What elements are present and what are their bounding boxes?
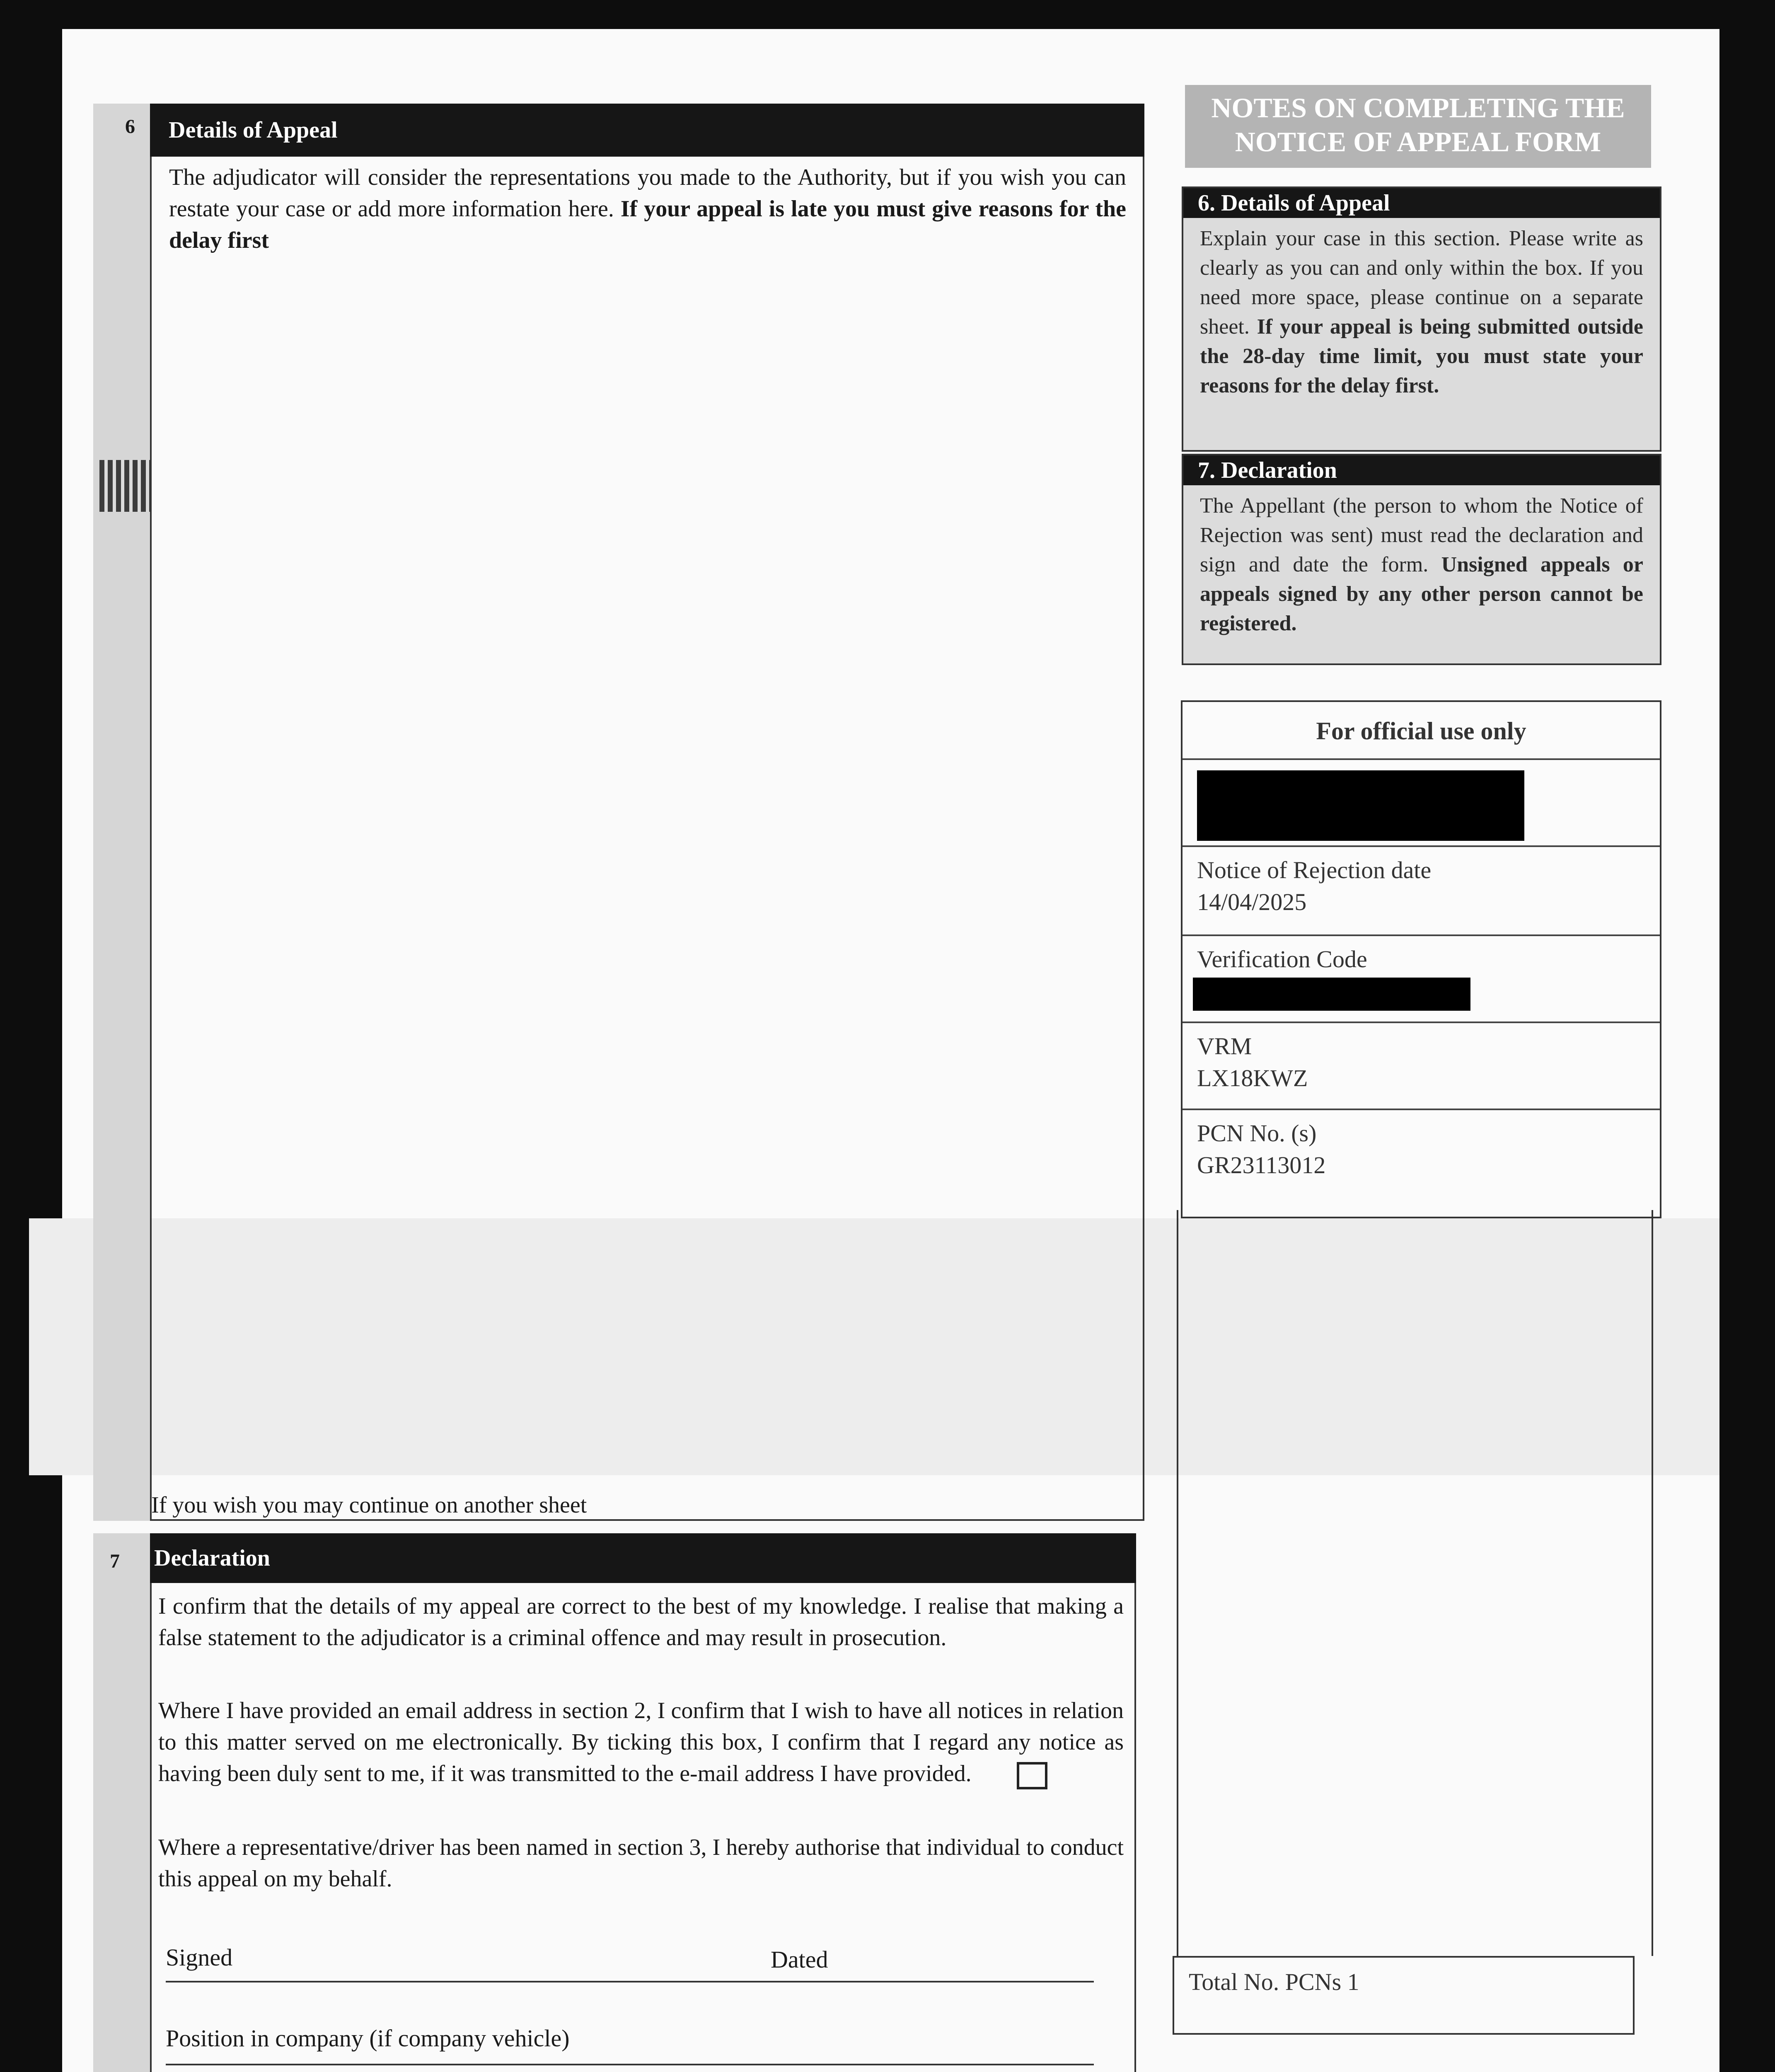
notes-title: NOTES ON COMPLETING THE NOTICE OF APPEAL FORM <box>1185 85 1651 168</box>
signed-label: Signed <box>166 1944 233 1971</box>
redacted-reference <box>1197 770 1524 841</box>
vrm-row <box>1183 1023 1660 1110</box>
verification-label: Verification Code <box>1197 946 1367 973</box>
note6-body: Explain your case in this section. Please write as clearly as you can and only within the box. If you need more space, please continue on a separate sheet. <box>1200 227 1643 339</box>
signature-line[interactable] <box>166 1981 1094 1982</box>
section6-side-stripe <box>93 104 151 1521</box>
declaration-para3: Where a representative/driver has been named in section 3, I hereby authorise that individual to conduct this appeal on my behalf. <box>158 1835 1124 1892</box>
rejection-date-row <box>1183 847 1660 936</box>
position-label: Position in company (if company vehicle) <box>166 2025 570 2052</box>
redacted-verification-code <box>1193 978 1470 1011</box>
appeal-details-textarea[interactable] <box>157 249 1135 1492</box>
section6-title: Details of Appeal <box>150 104 1144 157</box>
official-use-box <box>1181 700 1661 1218</box>
dated-label: Dated <box>771 1946 828 1973</box>
note7-title: 7. Declaration <box>1183 455 1660 485</box>
total-pcns: Total No. PCNs 1 <box>1189 1968 1359 1995</box>
section6-intro <box>169 162 1126 256</box>
email-consent-checkbox[interactable] <box>1017 1762 1047 1789</box>
official-ref-row <box>1183 760 1660 847</box>
section7-title: Declaration <box>150 1533 1136 1583</box>
section6-number: 6 <box>125 116 135 138</box>
official-title: For official use only <box>1316 717 1526 745</box>
note6-text <box>1183 218 1660 400</box>
pcn-list-box <box>1177 1210 1653 1956</box>
declaration-para1: I confirm that the details of my appeal are correct to the best of my knowledge. I realise that making a false statement to the adjudicator is a criminal offence and may result in prosecution. <box>158 1593 1124 1651</box>
note7-box <box>1182 454 1661 665</box>
note6-title: 6. Details of Appeal <box>1183 188 1660 218</box>
note6-box <box>1182 186 1661 452</box>
vrm-label: VRM <box>1197 1033 1252 1060</box>
official-title-row <box>1183 702 1660 760</box>
continue-note: If you wish you may continue on another sheet <box>151 1492 587 1518</box>
declaration-para2 <box>158 1695 1124 1789</box>
rejection-date-label: Notice of Rejection date <box>1197 857 1432 884</box>
side-serial-code <box>27 1999 43 2072</box>
vrm-value: LX18KWZ <box>1197 1065 1308 1092</box>
note7-text <box>1183 485 1660 638</box>
rejection-date-value: 14/04/2025 <box>1197 888 1307 915</box>
verification-row <box>1183 936 1660 1023</box>
section6-intro-bold: If your appeal is late you must give reasons for the delay first <box>169 196 1127 253</box>
section7-number: 7 <box>110 1550 120 1572</box>
pcn-label: PCN No. (s) <box>1197 1120 1317 1147</box>
pcn-row <box>1183 1110 1660 1179</box>
barcode-icon <box>99 460 151 512</box>
total-pcns-box <box>1173 1956 1635 2035</box>
declaration-para2-text: Where I have provided an email address in section 2, I confirm that I wish to have all notices in relation to this matter served on me electronically. By ticking this box, I confirm that I regard any notice as having been duly sent to me, if it was transmitted to the e-mail address I have provided. <box>158 1698 1124 1786</box>
section7-side-stripe <box>93 1533 151 2072</box>
section6-intro-text: The adjudicator will consider the representations you made to the Authority, but if you wish you can restate your case or add more information here. <box>169 165 1126 222</box>
pcn-value: GR23113012 <box>1197 1152 1326 1179</box>
position-line[interactable] <box>166 2064 1094 2065</box>
note7-bold: Unsigned appeals or appeals signed by any other person cannot be registered. <box>1200 553 1643 635</box>
note6-bold: If your appeal is being submitted outside the 28-day time limit, you must state your reasons for the delay first. <box>1200 315 1643 397</box>
note7-body: The Appellant (the person to whom the Notice of Rejection was sent) must read the declaration and sign and date the form. <box>1200 494 1643 576</box>
